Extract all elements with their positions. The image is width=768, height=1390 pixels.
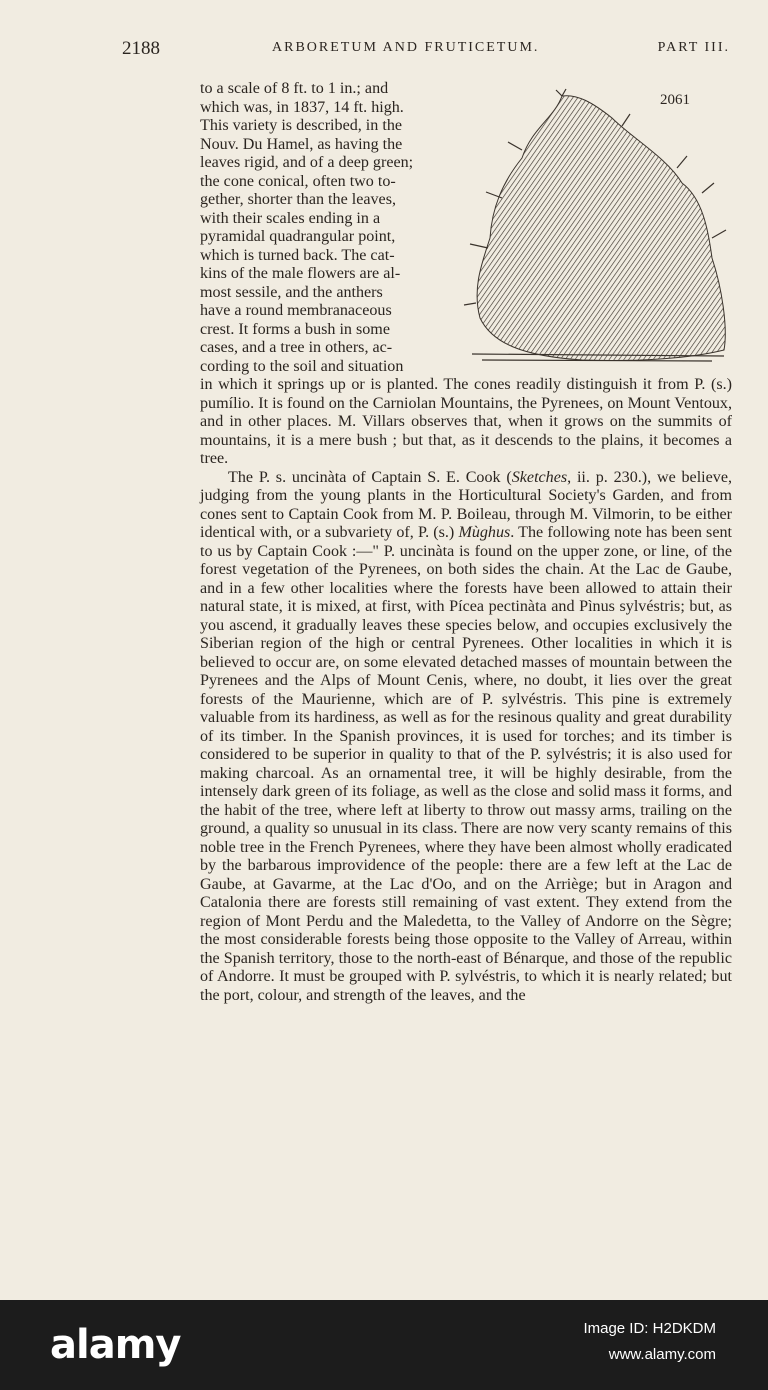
wrap-line: the cone conical, often two to-: [200, 172, 396, 190]
para2-part-a: The P. s. uncinàta of Captain S. E. Cook (: [228, 468, 512, 486]
wrap-line: crest. It forms a bush in some: [200, 320, 390, 338]
tree-engraving-icon: [462, 88, 732, 370]
wrap-line: pyramidal quadrangular point,: [200, 228, 396, 245]
figure-2061: [462, 88, 732, 370]
para2-part-b: , ii. p. 230.), we believe, judging from the young plants in the Horticultural Society's Garden, and from cones sent to Captain Cook from M. P. Boileau, through M. Vilmorin, to be either identical with, or a subvariety of, P. (s.): [200, 468, 732, 541]
paragraph-continuation: in which it springs up or is planted. The cones readily distinguish it from P. (s.) pumílio. It is found on the Carniolan Mountains, the Pyrenees, on Mount Ventoux, and in other places. M. Villars observes that, when it grows on the summits of mountains, it is a mere bush ; but that, as it descends to the plains, it becomes a tree.: [200, 376, 732, 467]
wrap-line: cases, and a tree in others, ac-: [200, 339, 393, 356]
wrap-line: Nouv. Du Hamel, as having the: [200, 135, 403, 153]
wrap-line: cording to the soil and situation: [200, 357, 404, 375]
figure-number: 2061: [660, 92, 690, 108]
running-head: [122, 38, 730, 60]
page-number: 2188: [122, 38, 160, 59]
image-id: Image ID: H2DKDM: [583, 1320, 716, 1337]
mughus-name: Mùghus: [458, 524, 511, 541]
watermark-bar: [0, 1300, 768, 1390]
wrap-line: with their scales ending in a: [200, 209, 381, 227]
body-text: [200, 376, 732, 1005]
alamy-logo: alamy: [50, 1322, 181, 1368]
wrap-line: to a scale of 8 ft. to 1 in.; and: [200, 80, 389, 97]
book-title: ARBORETUM AND FRUTICETUM.: [272, 40, 540, 55]
wrap-line: This variety is described, in the: [200, 117, 403, 134]
wrap-line: have a round membranaceous: [200, 302, 392, 319]
part-label: PART III.: [657, 40, 730, 55]
wrap-line: most sessile, and the anthers: [200, 283, 383, 301]
site-url[interactable]: www.alamy.com: [608, 1346, 716, 1363]
wrapped-text-column: [200, 80, 456, 376]
sketches-title: Sketches: [511, 468, 568, 486]
paragraph-uncinata: [200, 469, 732, 1006]
wrap-line: gether, shorter than the leaves,: [200, 191, 396, 208]
wrap-line: which is turned back. The cat-: [200, 246, 395, 264]
wrap-line: kins of the male flowers are al-: [200, 265, 401, 282]
wrap-line: leaves rigid, and of a deep green;: [200, 154, 414, 171]
para2-part-c: . The following note has been sent to us by Captain Cook :—" P. uncinàta is found on the upper zone, or line, of the forest vegetation of the Pyrenees, on both sides the chain. At the Lac de Gaube, and in a few other localities where the forests have been allowed to attain their natural state, it is mixed, at first, with Pícea pectinàta and Pìnus sylvéstris; but, as you ascend, it gradually leaves these species below, and occupies exclusively the Siberian region of the high or central Pyrenees. Other localities in which it is believed to occur are, on some elevated detached masses of mountain between the Pyrenees and the Alps of Mount Cenis, where, no doubt, it lies over the great forests of the Maurienne, which are of P. sylvéstris. This pine is extremely valuable from its hardiness, as well as for the resinous quality and great durability of its timber. In the Spanish provinces, it is used for torches; and its timber is considered to be superior in quality to that of the P. sylvéstris; it is also used for making charcoal. As an ornamental tree, it will be highly desirable, from the intensely dark green of its foliage, as well as the close and solid mass it forms, and the habit of the tree, where left at liberty to throw out massy arms, trailing on the ground, a quality so unusual in its class. There are now very scanty remains of this noble tree in the French Pyrenees, where they have been almost wholly eradicated by the barbarous improvidence of the people: there are a few left at the Lac de Gaube, at Gavarme, at the Lac d'Oo, and on the Arriège; but in Aragon and Catalonia there are forests still remaining of vast extent. They extend from the region of Mont Perdu and the Maledetta, to the Valley of Andorre on the Sègre; the most considerable forests being those opposite to the Valley of Arreau, within the Spanish territory, those to the north-east of Bénarque, and those of the republic of Andorre. It must be grouped with P. sylvéstris, to which it is nearly related; but the port, colour, and strength of the leaves, and the: [200, 524, 732, 1004]
wrap-line: which was, in 1837, 14 ft. high.: [200, 98, 404, 116]
